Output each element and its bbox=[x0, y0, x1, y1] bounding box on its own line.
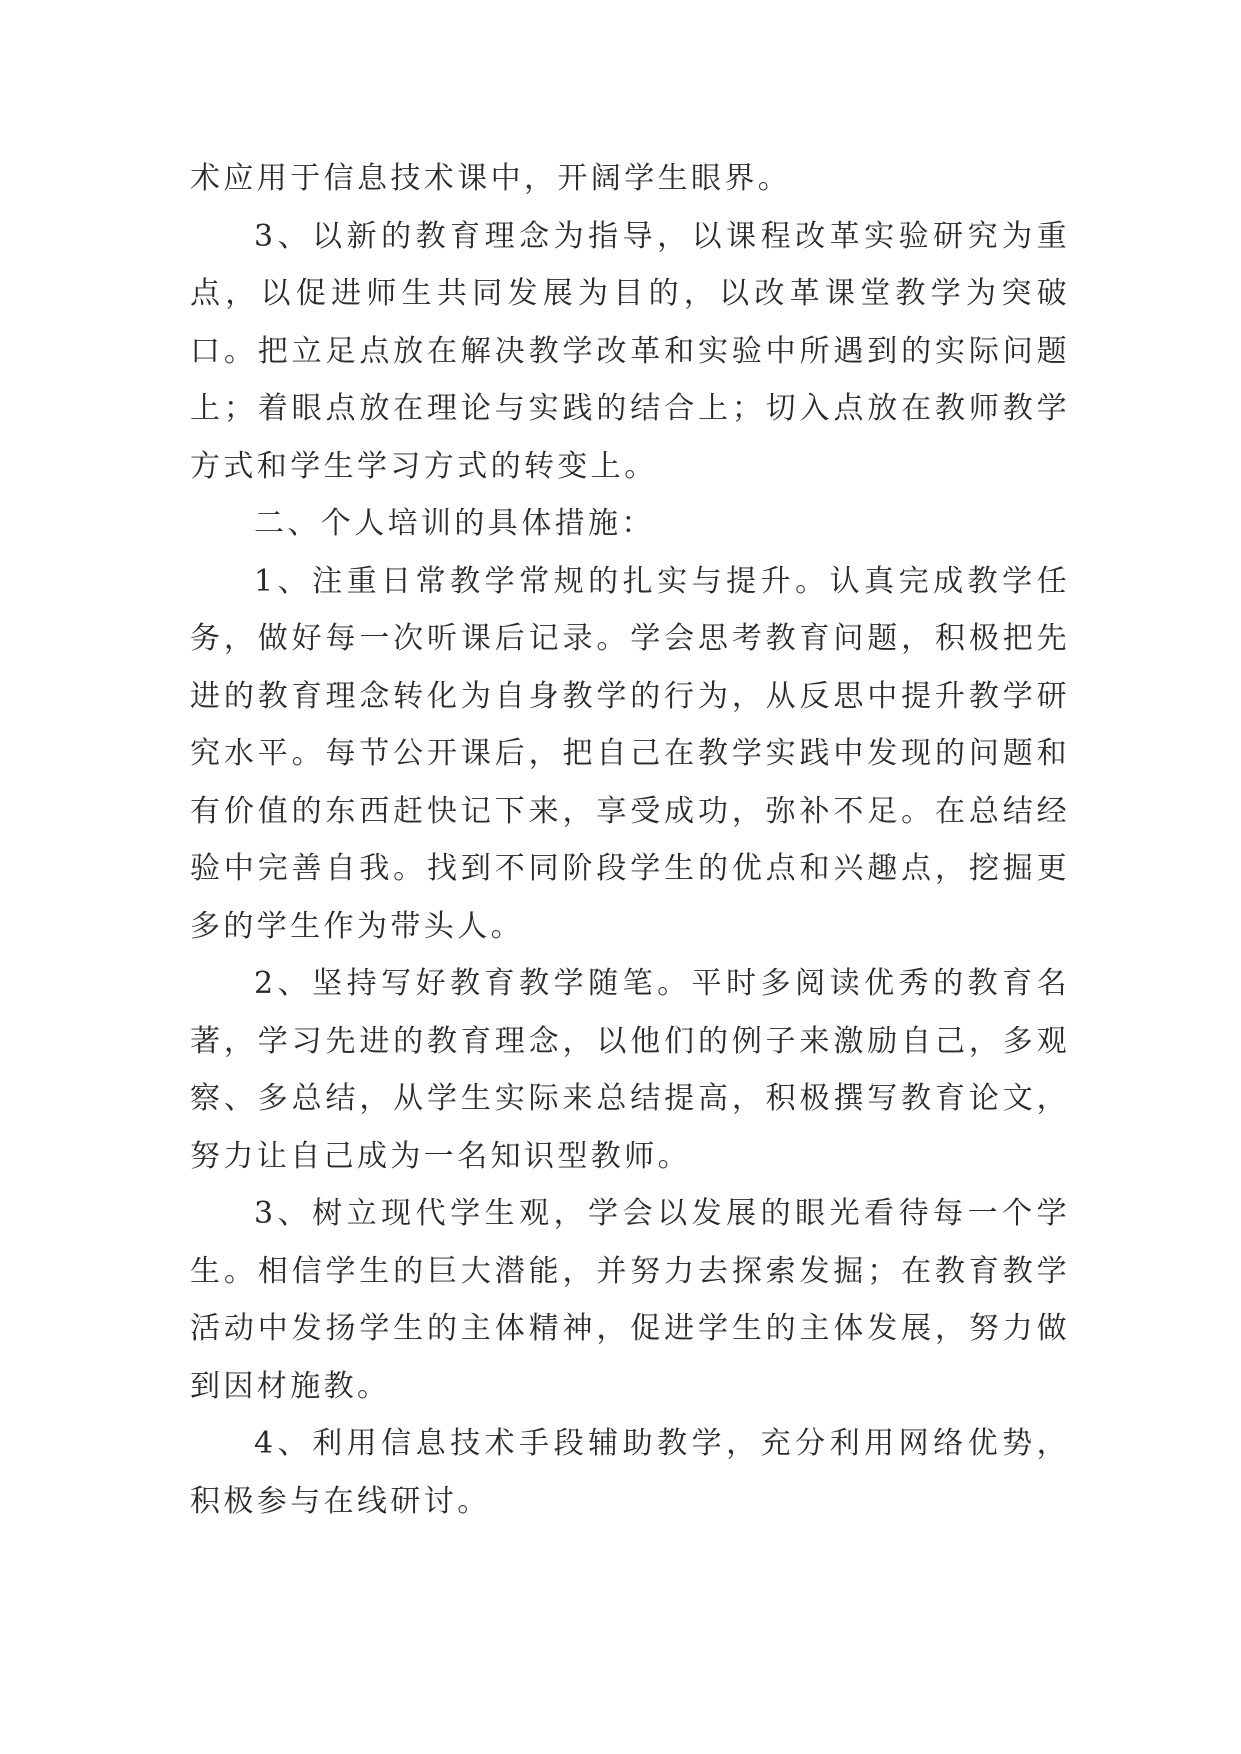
paragraph-item-3-guidance: 3、以新的教育理念为指导，以课程改革实验研究为重点，以促进师生共同发展为目的，以改革课堂教学为突破口。把立足点放在解决教学改革和实验中所遇到的实际问题上；着眼点放在理论与实践的结合上；切入点放在教师教学方式和学生学习方式的转变上。 bbox=[190, 218, 1070, 484]
paragraph-item-3-student-view: 3、树立现代学生观，学会以发展的眼光看待每一个学生。相信学生的巨大潜能，并努力去探索发掘；在教育教学活动中发扬学生的主体精神，促进学生的主体发展，努力做到因材施教。 bbox=[190, 1196, 1070, 1404]
paragraph-item-4-information-technology: 4、利用信息技术手段辅助教学，充分利用网络优势，积极参与在线研讨。 bbox=[190, 1426, 1070, 1519]
paragraph-item-1-daily-teaching: 1、注重日常教学常规的扎实与提升。认真完成教学任务，做好每一次听课后记录。学会思考教育问题，积极把先进的教育理念转化为自身教学的行为，从反思中提升教学研究水平。每节公开课后，把自己在教学实践中发现的问题和有价值的东西赶快记下来，享受成功，弥补不足。在总结经验中完善自我。找到不同阶段学生的优点和兴趣点，挖掘更多的学生作为带头人。 bbox=[190, 563, 1070, 944]
section-heading-personal-training-measures: 二、个人培训的具体措施： bbox=[254, 506, 655, 541]
paragraph-continuation: 术应用于信息技术课中，开阔学生眼界。 bbox=[190, 161, 792, 196]
document-body bbox=[190, 150, 1070, 1530]
paragraph-item-2-teaching-essays: 2、坚持写好教育教学随笔。平时多阅读优秀的教育名著，学习先进的教育理念，以他们的例子来激励自己，多观察、多总结，从学生实际来总结提高，积极撰写教育论文，努力让自己成为一名知识型教师。 bbox=[190, 966, 1070, 1174]
